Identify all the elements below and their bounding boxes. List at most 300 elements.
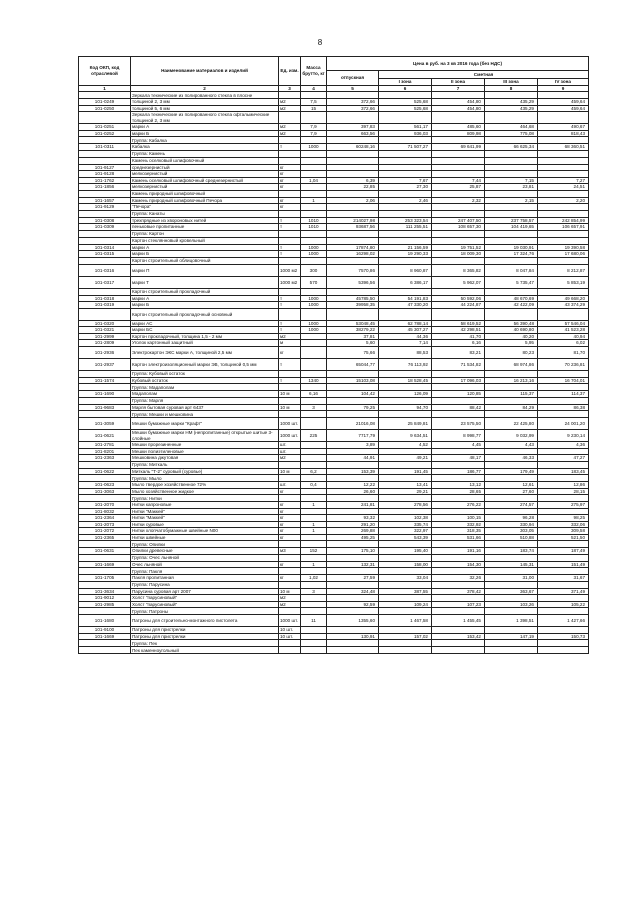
price-cell: 27,59 [327,575,379,582]
group-row [79,370,589,377]
unit-cell: кг [279,515,301,522]
mass-cell: 0,4 [301,482,327,489]
price-cell: 7,44 [432,177,485,184]
empty-cell [538,150,589,157]
price-cell: 175,10 [327,548,379,555]
price-cell: 435,29 [485,99,538,106]
price-cell: 27,30 [379,184,432,191]
price-cell: 521,50 [538,534,589,541]
group-row [79,640,589,647]
empty-cell [379,461,432,468]
mass-cell: 7,9 [301,130,327,137]
empty-cell [301,308,327,320]
group-name-cell: Картон строительный прокладочный [131,288,279,295]
empty-cell [485,568,538,575]
header-code: Код ОКП, код отраслевой [79,57,131,86]
group-name-cell: Группа: Канаты [131,210,279,217]
price-cell: 9 634,51 [379,430,432,442]
header-mass: Масса брутто, кг [301,57,327,86]
empty-cell [327,92,379,99]
unit-cell: м2 [279,333,301,340]
name-cell: Мешковина джутовая [131,455,279,462]
price-cell: 303,05 [485,528,538,535]
empty-cell [301,230,327,237]
name-cell: Нитки суровые [131,521,279,528]
code-cell: 101-1762 [79,177,131,184]
group-name-cell: Группа: Марля [131,397,279,404]
price-cell: 459,64 [538,105,589,112]
price-cell: 68 974,86 [485,358,538,370]
mass-cell: 1 [301,521,327,528]
price-cell: 21 156,59 [379,244,432,251]
price-cell: 26,60 [327,488,379,495]
empty-cell [279,230,301,237]
code-cell: 101-0309 [79,224,131,231]
empty-cell [538,237,589,244]
name-cell: Очес льняной [131,561,279,568]
price-cell: 157,02 [379,633,432,640]
empty-cell [432,640,485,647]
group-name-cell: Камень оселковый шлифовочный [131,157,279,164]
code-cell [79,411,131,418]
empty-cell [538,461,589,468]
name-cell: Патроны для пристрелки [131,627,279,634]
price-cell: 22,85 [327,184,379,191]
price-cell: 24,51 [538,184,589,191]
code-cell: 101-0251 [79,124,131,131]
price-cell: 66 625,34 [485,144,538,151]
code-cell [79,384,131,391]
group-row [79,541,589,548]
name-cell: марки А [131,124,279,131]
name-cell: Мешки бумажные марки НМ (непропитанные) открытые шитые 3-слойные [131,430,279,442]
header-zone4: IV зона [538,79,589,86]
code-cell [79,150,131,157]
group-name-cell: Группа: Картон [131,230,279,237]
group-row [79,397,589,404]
empty-cell [327,370,379,377]
code-cell: 101-0621 [79,430,131,442]
empty-cell [432,92,485,99]
price-cell: 41,70 [432,333,485,340]
table-body [79,92,589,654]
price-cell: 387,55 [379,588,432,595]
unit-cell: кг [279,164,301,171]
price-cell: 40 690,80 [485,327,538,334]
price-cell: 191,16 [432,548,485,555]
column-number: 8 [485,86,538,92]
group-name-cell: Группа: Пек [131,640,279,647]
empty-cell [301,554,327,561]
price-cell: 93687,56 [327,224,379,231]
code-cell [79,541,131,548]
unit-cell: кг [279,204,301,211]
empty-cell [301,475,327,482]
empty-cell [279,568,301,575]
empty-cell [485,288,538,295]
unit-cell: кг [279,171,301,178]
header-zone3: III зона [485,79,538,86]
name-cell: Мыло хозяйственное жидкое [131,488,279,495]
name-cell: среднезернистый [131,164,279,171]
empty-cell [279,411,301,418]
price-cell: 16 704,01 [538,377,589,384]
code-cell: 101-0317 [79,276,131,288]
price-cell: 31,00 [485,575,538,582]
empty-cell [279,541,301,548]
name-cell: марки А [131,244,279,251]
name-cell: Картон прокладочный, толщина 1,5 - 2 мм [131,333,279,340]
mass-cell: 1340 [301,377,327,384]
empty-cell [379,92,432,99]
code-cell: 101-0631 [79,548,131,555]
code-cell: 101-2809 [79,340,131,347]
header-zone2: II зона [432,79,485,86]
empty-cell [279,288,301,295]
group-row [79,112,589,124]
group-row [79,568,589,575]
price-cell: 24 001,20 [538,418,589,430]
empty-cell [538,92,589,99]
name-cell: мелкозернистый [131,171,279,178]
empty-cell [327,411,379,418]
name-cell: Мешки бумажные марки "Крафт" [131,418,279,430]
code-cell: 101-2781 [79,442,131,449]
empty-cell [538,157,589,164]
price-cell: 71 534,82 [432,358,485,370]
group-row [79,230,589,237]
code-cell: 101-9128 [79,171,131,178]
name-cell: Марля бытовая суровая арт 6437 [131,404,279,411]
mass-cell: 225 [301,430,327,442]
table-row [79,418,589,430]
header-name: Наименование материалов и изделий [131,57,279,86]
unit-cell: 10 м [279,391,301,398]
mass-cell [301,418,327,430]
price-cell: 5 962,07 [432,276,485,288]
empty-cell [379,308,432,320]
code-cell: 101-2999 [79,333,131,340]
code-cell: 101-1657 [79,197,131,204]
price-cell: 13,12 [432,482,485,489]
price-cell: 186,77 [432,468,485,475]
empty-cell [485,647,538,654]
empty-cell [538,397,589,404]
code-cell [79,112,131,124]
price-cell: 28,15 [538,488,589,495]
name-cell: Кабалка [131,144,279,151]
empty-cell [432,157,485,164]
empty-cell [432,137,485,144]
price-cell: 2,06 [327,197,379,204]
price-cell: 111 255,51 [379,224,432,231]
price-cell: 94,70 [379,404,432,411]
code-cell: 101-1680 [79,615,131,627]
price-cell: 104 419,65 [485,224,538,231]
empty-cell [538,640,589,647]
name-cell: пеньковые пропитанные [131,224,279,231]
price-cell: 5 853,19 [538,276,589,288]
empty-cell [538,288,589,295]
name-cell: Пакля пропитанная [131,575,279,582]
price-cell: 247 407,50 [432,217,485,224]
price-cell: 330,94 [485,521,538,528]
mass-cell: 570 [301,276,327,288]
mass-cell: 1000 [301,295,327,302]
empty-cell [485,308,538,320]
empty-cell [379,190,432,197]
name-cell: Мыло твердое хозяйственное 72% [131,482,279,489]
price-cell: 459,64 [538,99,589,106]
price-cell: 17874,80 [327,244,379,251]
price-cell: 126,09 [379,391,432,398]
unit-cell: шт. [279,448,301,455]
empty-cell [379,157,432,164]
column-number: 6 [379,86,432,92]
group-row [79,237,589,244]
group-name-cell: Зеркала технические из полированного стекла в плосне [131,92,279,99]
empty-cell [279,647,301,654]
name-cell: Электрокартон ЭКС марки А, толщиной 2,5 мм [131,346,279,358]
price-cell: 195,40 [379,548,432,555]
price-cell: 7717,79 [327,430,379,442]
empty-cell [327,288,379,295]
empty-cell [379,397,432,404]
empty-cell [432,150,485,157]
name-cell: трехпрядные из хвороновых нитей [131,217,279,224]
empty-cell [538,581,589,588]
empty-cell [379,554,432,561]
mass-cell [301,346,327,358]
unit-cell: м2 [279,455,301,462]
empty-cell [279,581,301,588]
empty-cell [301,210,327,217]
unit-cell: т [279,320,301,327]
group-name-cell: Камень природный шлифовочный [131,190,279,197]
price-cell: 153,42 [432,633,485,640]
mass-cell: 1,04 [301,177,327,184]
empty-cell [538,541,589,548]
empty-cell [301,190,327,197]
price-cell: 5 735,47 [485,276,538,288]
mass-cell: 1010 [301,217,327,224]
price-cell: 102,38 [379,515,432,522]
price-cell: 45 307,27 [379,327,432,334]
name-cell: Миткаль "Т-2" суровый (суровье) [131,468,279,475]
group-name-cell: Зеркала технические из полированного стекла офтальмические толщиной 2, 3 мм [131,112,279,124]
group-name-cell: Группа: Камень [131,150,279,157]
price-cell: 109,24 [379,601,432,608]
group-name-cell: Группа: Патроны [131,608,279,615]
price-cell: 115,37 [485,391,538,398]
name-cell: Патроны для пристрелки [131,633,279,640]
empty-cell [379,137,432,144]
group-row [79,461,589,468]
unit-cell: т [279,217,301,224]
group-name-cell: Картон строительный прокладочный основный [131,308,279,320]
price-cell: 269,88 [327,528,379,535]
code-cell: 101-3634 [79,588,131,595]
mass-cell: 1000 [301,251,327,258]
price-cell: 809,98 [432,130,485,137]
empty-cell [279,137,301,144]
group-name-cell: Группа: Нитки [131,495,279,502]
price-cell: 40,94 [538,333,589,340]
price-cell: 18 009,30 [432,251,485,258]
price-cell: 27,60 [485,488,538,495]
price-cell: 531,66 [432,534,485,541]
unit-cell: м2 [279,105,301,112]
price-cell: 46,33 [485,455,538,462]
price-cell: 464,68 [485,124,538,131]
empty-cell [279,190,301,197]
empty-cell [485,137,538,144]
code-cell: 101-1856 [79,184,131,191]
empty-cell [379,288,432,295]
price-cell: 7,67 [379,177,432,184]
price-cell: 183,74 [485,548,538,555]
price-cell: 19 390,58 [538,244,589,251]
mass-cell: 1 [301,197,327,204]
empty-cell [301,157,327,164]
name-cell: Нитки хлопчатобумажные швейные N00 [131,528,279,535]
empty-cell [432,237,485,244]
code-cell [79,157,131,164]
price-cell: 663,56 [327,130,379,137]
price-cell: 775,08 [485,130,538,137]
price-cell: 7,27 [538,177,589,184]
price-cell: 33,04 [379,575,432,582]
unit-cell: 1000 м2 [279,276,301,288]
name-cell: марки БС [131,327,279,334]
price-cell: 19 290,33 [379,251,432,258]
code-cell [79,237,131,244]
price-cell: 151,49 [538,561,589,568]
price-cell: 2,46 [379,197,432,204]
price-cell: 153,39 [327,468,379,475]
empty-cell [301,112,327,124]
mass-cell: 1 [301,561,327,568]
empty-cell [279,257,301,264]
price-cell: 372,66 [327,99,379,106]
price-cell: 1 398,51 [485,615,538,627]
empty-cell [432,112,485,124]
name-cell: толщиной 2, 3 мм [131,99,279,106]
price-cell: 41 523,28 [538,327,589,334]
price-cell: 6,16 [432,340,485,347]
header-zone1: I зона [379,79,432,86]
price-cell: 43 374,29 [538,302,589,309]
empty-cell [485,461,538,468]
group-row [79,608,589,615]
empty-cell [301,411,327,418]
price-cell: 86,38 [538,404,589,411]
price-cell: 23 575,50 [432,418,485,430]
name-cell: марки А [131,295,279,302]
empty-cell [301,257,327,264]
price-cell: 4,52 [379,442,432,449]
header-unit: Ед. изм. [279,57,301,86]
empty-cell [279,461,301,468]
group-row [79,137,589,144]
price-cell: 371,49 [538,588,589,595]
price-cell: 5,60 [327,340,379,347]
code-cell: 101-2985 [79,601,131,608]
table-row [79,430,589,442]
price-cell: 397,83 [327,124,379,131]
mass-cell: 3 [301,588,327,595]
price-cell: 105,22 [538,601,589,608]
group-row [79,475,589,482]
price-cell: 48,17 [432,455,485,462]
price-cell: 158,00 [379,561,432,568]
price-cell: 1 455,45 [432,615,485,627]
price-cell: 6,39 [327,177,379,184]
mass-cell: 11 [301,615,327,627]
code-cell: 101-3063 [79,488,131,495]
price-cell: 454,80 [432,105,485,112]
price-cell: 17 324,76 [485,251,538,258]
mass-cell: 7,5 [301,99,327,106]
price-cell: 58 619,52 [432,320,485,327]
price-cell: 16298,02 [327,251,379,258]
code-cell [79,495,131,502]
price-cell: 454,80 [432,99,485,106]
unit-cell: кг [279,534,301,541]
unit-cell: 1000 м2 [279,264,301,276]
empty-cell [379,640,432,647]
name-cell: Опилки древесные [131,548,279,555]
unit-cell: кг [279,561,301,568]
empty-cell [379,210,432,217]
code-cell: 101-0308 [79,217,131,224]
name-cell: Камень оселковый шлифовочный среднезернистый [131,177,279,184]
code-cell: 101-0623 [79,482,131,489]
price-cell: 29,21 [379,488,432,495]
code-cell [79,581,131,588]
empty-cell [485,257,538,264]
group-name-cell: Пек каменноугольный [131,647,279,654]
group-row [79,581,589,588]
unit-cell: 10 м [279,468,301,475]
empty-cell [301,495,327,502]
group-name-cell: Группа: Миткаль [131,461,279,468]
price-cell: 187,49 [538,548,589,555]
empty-cell [327,475,379,482]
unit-cell: т [279,295,301,302]
empty-cell [485,554,538,561]
group-name-cell: Группа: Парусина [131,581,279,588]
mass-cell: 1000 [301,244,327,251]
empty-cell [485,581,538,588]
price-cell: 543,39 [379,534,432,541]
price-cell: 60248,16 [327,144,379,151]
empty-cell [485,608,538,615]
price-cell: 114,37 [538,391,589,398]
group-name-cell: Группа: Мыло [131,475,279,482]
empty-cell [538,475,589,482]
mass-cell: 152 [301,548,327,555]
price-cell: 65044,77 [327,358,379,370]
mass-cell: 1 [301,528,327,535]
price-cell: 42 298,51 [432,327,485,334]
unit-cell: 10 м [279,404,301,411]
price-cell: 21016,08 [327,418,379,430]
price-cell: 106 657,91 [538,224,589,231]
empty-cell [301,568,327,575]
price-table [78,56,589,654]
price-cell: 108 657,30 [432,224,485,231]
